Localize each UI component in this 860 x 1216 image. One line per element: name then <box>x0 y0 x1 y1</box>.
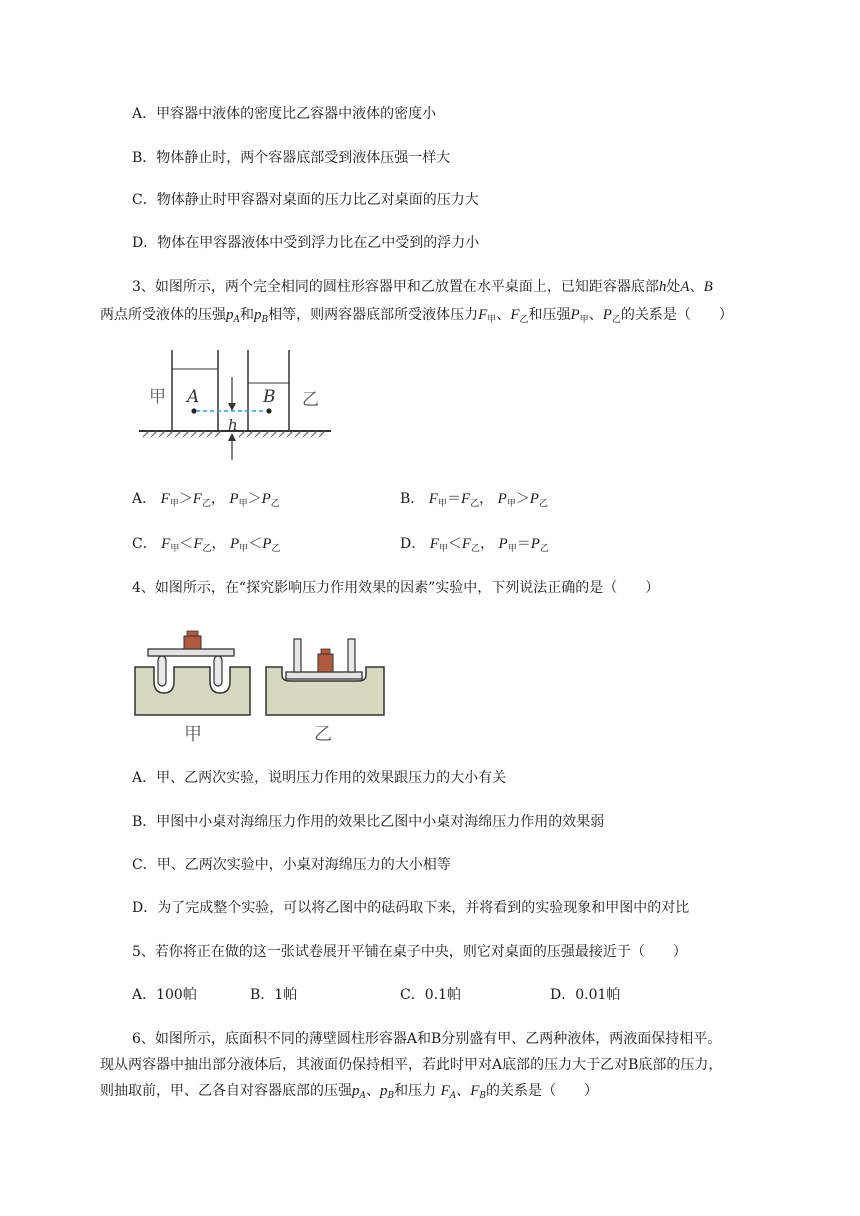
label-jia-4: 甲 <box>184 724 202 745</box>
q5-stem: 5、若你将正在做的这一张试卷展开平铺在桌子中央，则它对桌面的压强最接近于（ ） <box>132 944 687 960</box>
q6-stem-line1: 6、如图所示，底面积不同的薄壁圆柱形容器A和B分别盛有甲、乙两种液体，两液面保持相平。 <box>132 1031 722 1047</box>
q3-option-a: A． $F_甲>F_乙$， $P_甲>P_乙$ <box>132 491 280 509</box>
q3-stem-line1: 3、如图所示，两个完全相同的圆柱形容器甲和乙放置在水平桌面上，已知距容器底部h处A、B <box>132 279 713 295</box>
q3-option-d: D． $F_甲<F_乙$， $P_甲=P_乙$ <box>400 536 549 554</box>
q6-stem-line2: 现从两容器中抽出部分液体后，其液面仍保持相平，若此时甲对A底部的压力大于乙对B底部的压力， <box>100 1057 723 1073</box>
q3-option-b: B． $F_甲=F_乙$， $P_甲>P_乙$ <box>400 491 548 509</box>
q3-containers-figure <box>135 345 335 465</box>
sponge-jia <box>135 667 250 715</box>
q4-sponge-figure <box>134 623 386 745</box>
q6-stem-line3: 则抽取前，甲、乙各自对容器底部的压强$p_A$、$p_B$和压力 $F_A$、$F_B$的关系是（ ） <box>100 1083 599 1101</box>
weight-yi <box>321 649 330 654</box>
table-top-jia <box>148 649 234 656</box>
q3-option-c: C． $F_甲<F_乙$， $P_甲<P_乙$ <box>132 536 281 554</box>
q2-option-c: C．物体静止时甲容器对桌面的压力比乙对桌面的压力大 <box>132 192 479 208</box>
q5-option-c: C．0.1帕 <box>400 987 461 1003</box>
label-jia: 甲 <box>149 387 166 407</box>
svg-text:B: B <box>263 387 276 407</box>
svg-text:h: h <box>228 416 238 434</box>
table-top-yi <box>286 672 362 679</box>
label-yi: 乙 <box>302 390 319 410</box>
q4-option-d: D．为了完成整个实验，可以将乙图中的砝码取下来，并将看到的实验现象和甲图中的对比 <box>132 900 690 916</box>
q4-option-a: A．甲、乙两次实验，说明压力作用的效果跟压力的大小有关 <box>132 770 507 786</box>
q5-option-a: A．100帕 <box>132 987 197 1003</box>
q2-option-d: D．物体在甲容器液体中受到浮力比在乙中受到的浮力小 <box>132 235 480 251</box>
label-yi-4: 乙 <box>314 724 332 745</box>
weight-jia <box>187 631 198 636</box>
q4-option-b: B．甲图中小桌对海绵压力作用的效果比乙图中小桌对海绵压力作用的效果弱 <box>132 814 605 830</box>
svg-text:A: A <box>187 387 200 407</box>
q3-stem-line2: 两点所受液体的压强$p_A$和$p_B$相等，则两容器底部所受液体压力$F_甲$、$F_乙$和压强$P_甲$、$P_乙$的关系是（ ） <box>100 307 733 325</box>
q5-option-b: B．1帕 <box>250 987 298 1003</box>
point-b <box>266 408 271 413</box>
point-a <box>191 408 196 413</box>
q2-option-b: B．物体静止时，两个容器底部受到液体压强一样大 <box>132 150 451 166</box>
q4-option-c: C．甲、乙两次实验中，小桌对海绵压力的大小相等 <box>132 857 451 873</box>
q4-stem: 4、如图所示，在“探究影响压力作用效果的因素”实验中，下列说法正确的是（ ） <box>132 580 660 596</box>
q2-option-a: A．甲容器中液体的密度比乙容器中液体的密度小 <box>132 106 437 122</box>
q5-option-d: D．0.01帕 <box>550 987 621 1003</box>
